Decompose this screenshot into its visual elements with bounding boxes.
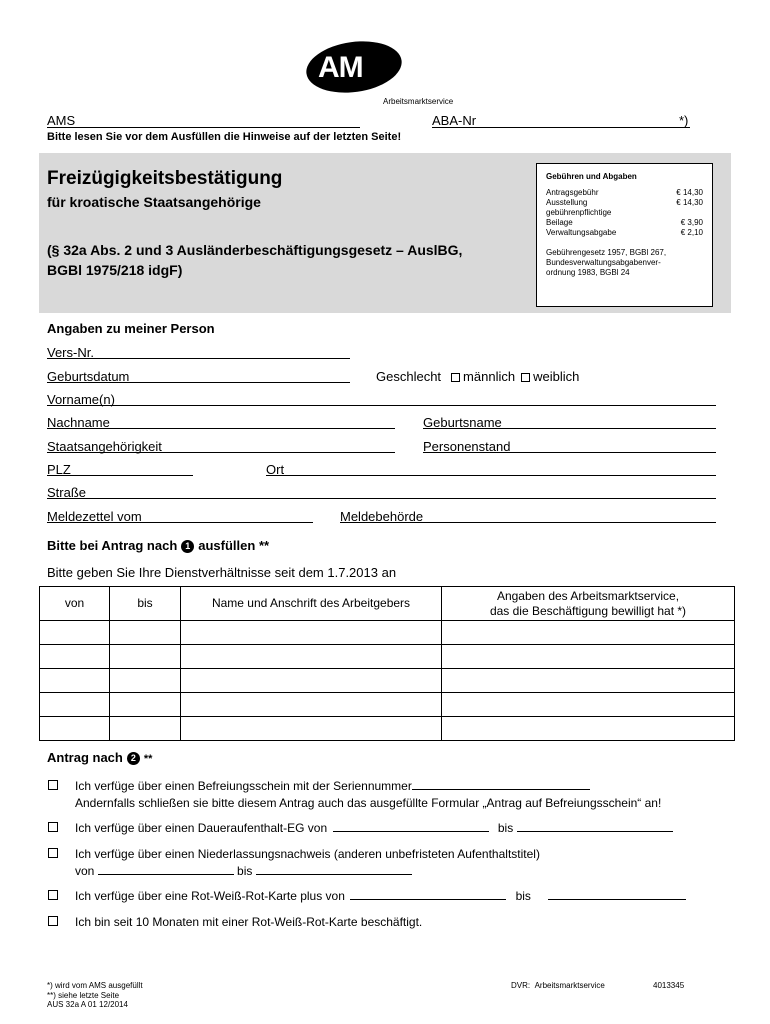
option3-checkbox[interactable] bbox=[48, 848, 58, 858]
fees-note: Gebührengesetz 1957, BGBl 267, Bundesverwaltungsabgabenver- ordnung 1983, BGBl 24 bbox=[546, 248, 667, 277]
option4-checkbox[interactable] bbox=[48, 890, 58, 900]
personal-heading: Angaben zu meiner Person bbox=[47, 321, 215, 336]
table-cell[interactable] bbox=[442, 717, 735, 741]
male-label: männlich bbox=[463, 369, 516, 384]
table-cell[interactable] bbox=[40, 717, 110, 741]
vornamen-label: Vorname(n) bbox=[47, 392, 115, 407]
geburtsdatum-label: Geburtsdatum bbox=[47, 369, 130, 384]
table-row bbox=[40, 717, 735, 741]
law-line-1: (§ 32a Abs. 2 und 3 Ausländerbeschäftigungsgesetz – AuslBG, bbox=[47, 242, 463, 258]
aba-label: ABA-Nr bbox=[432, 113, 477, 128]
form-title: Freizügigkeitsbestätigung bbox=[47, 168, 283, 189]
option2-text: Ich verfüge über einen Daueraufenthalt-EG von bis bbox=[75, 819, 673, 837]
option1-checkbox[interactable] bbox=[48, 780, 58, 790]
option3-text: Ich verfüge über einen Niederlassungsnachweis (anderen unbefristeten Aufenthaltstitel) bbox=[75, 847, 540, 861]
col-bis: bis bbox=[110, 587, 181, 621]
staatsangehoerigkeit-label: Staatsangehörigkeit bbox=[47, 439, 162, 454]
option2-checkbox[interactable] bbox=[48, 822, 58, 832]
table-cell[interactable] bbox=[110, 645, 181, 669]
female-checkbox[interactable] bbox=[521, 373, 530, 382]
option2-to-field[interactable] bbox=[517, 821, 673, 832]
section1-heading: Bitte bei Antrag nach 1 ausfüllen ** bbox=[47, 538, 270, 553]
option5-checkbox[interactable] bbox=[48, 916, 58, 926]
logo-subtitle: Arbeitsmarktservice bbox=[383, 97, 454, 106]
employment-table bbox=[39, 586, 735, 741]
table-cell[interactable] bbox=[110, 717, 181, 741]
ams-field[interactable] bbox=[47, 127, 360, 128]
table-cell[interactable] bbox=[181, 693, 442, 717]
law-reference bbox=[47, 240, 462, 280]
vers-nr-label: Vers-Nr. bbox=[47, 345, 94, 360]
female-label: weiblich bbox=[533, 369, 580, 384]
table-cell[interactable] bbox=[40, 645, 110, 669]
table-cell[interactable] bbox=[40, 669, 110, 693]
geschlecht-label: Geschlecht bbox=[376, 369, 442, 384]
number-2-icon: 2 bbox=[127, 752, 140, 765]
table-cell[interactable] bbox=[110, 693, 181, 717]
law-line-2: BGBl 1975/218 idgF) bbox=[47, 262, 183, 278]
meldebehoerde-field[interactable] bbox=[340, 522, 716, 523]
fee-row: Beilage € 3,90 bbox=[546, 218, 703, 227]
nachname-field[interactable] bbox=[47, 428, 395, 429]
table-cell[interactable] bbox=[181, 717, 442, 741]
table-cell[interactable] bbox=[442, 645, 735, 669]
aba-note: *) bbox=[679, 113, 689, 128]
table-row bbox=[40, 645, 735, 669]
table-row bbox=[40, 669, 735, 693]
col-ams-info: Angaben des Arbeitsmarktservice, das die Beschäftigung bewilligt hat *) bbox=[442, 587, 735, 621]
dvr-number: 4013345 bbox=[653, 981, 685, 990]
personenstand-field[interactable] bbox=[423, 452, 716, 453]
option3-to-field[interactable] bbox=[256, 864, 412, 875]
personenstand-label: Personenstand bbox=[423, 439, 511, 454]
fee-row: Verwaltungsabgabe € 2,10 bbox=[546, 228, 703, 237]
serial-number-field[interactable] bbox=[412, 779, 590, 790]
geburtsdatum-field[interactable] bbox=[47, 382, 350, 383]
option1-text: Ich verfüge über einen Befreiungsschein mit der Seriennummer bbox=[75, 777, 590, 795]
dvr-info: DVR: Arbeitsmarktservice bbox=[511, 981, 605, 990]
fee-row: gebührenpflichtige bbox=[546, 208, 612, 217]
fee-row: Antragsgebühr € 14,30 bbox=[546, 188, 703, 197]
table-cell[interactable] bbox=[181, 645, 442, 669]
instruction: Bitte lesen Sie vor dem Ausfüllen die Hinweise auf der letzten Seite! bbox=[47, 131, 402, 143]
col-employer: Name und Anschrift des Arbeitgebers bbox=[181, 587, 442, 621]
option4-to-field[interactable] bbox=[548, 889, 686, 900]
meldezettel-field[interactable] bbox=[47, 522, 313, 523]
option4-from-field[interactable] bbox=[350, 889, 506, 900]
table-cell[interactable] bbox=[40, 621, 110, 645]
section2-heading: Antrag nach 2 ** bbox=[47, 750, 153, 765]
table-row bbox=[40, 693, 735, 717]
fee-row: Ausstellung € 14,30 bbox=[546, 198, 703, 207]
table-cell[interactable] bbox=[442, 693, 735, 717]
staatsangehoerigkeit-field[interactable] bbox=[47, 452, 395, 453]
ort-label: Ort bbox=[266, 462, 285, 477]
table-cell[interactable] bbox=[442, 669, 735, 693]
option2-from-field[interactable] bbox=[333, 821, 489, 832]
table-cell[interactable] bbox=[181, 621, 442, 645]
ams-logo-text: AMS bbox=[318, 51, 382, 84]
geburtsname-field[interactable] bbox=[423, 428, 716, 429]
meldezettel-label: Meldezettel vom bbox=[47, 509, 142, 524]
table-row bbox=[40, 621, 735, 645]
table-cell[interactable] bbox=[40, 693, 110, 717]
plz-label: PLZ bbox=[47, 462, 71, 477]
table-cell[interactable] bbox=[110, 621, 181, 645]
number-1-icon: 1 bbox=[181, 540, 194, 553]
fees-title: Gebühren und Abgaben bbox=[546, 172, 637, 181]
option4-text: Ich verfüge über eine Rot-Weiß-Rot-Karte plus von bis bbox=[75, 887, 686, 905]
meldebehoerde-label: Meldebehörde bbox=[340, 509, 424, 524]
table-cell[interactable] bbox=[442, 621, 735, 645]
vornamen-field[interactable] bbox=[47, 405, 716, 406]
strasse-label: Straße bbox=[47, 485, 87, 500]
fees-box bbox=[536, 163, 713, 307]
geburtsname-label: Geburtsname bbox=[423, 415, 502, 430]
strasse-field[interactable] bbox=[47, 498, 716, 499]
ort-field[interactable] bbox=[266, 475, 716, 476]
vers-nr-field[interactable] bbox=[47, 358, 350, 359]
footnotes: *) wird vom AMS ausgefüllt **) siehe letzte Seite AUS 32a A 01 12/2014 bbox=[47, 981, 143, 1009]
nachname-label: Nachname bbox=[47, 415, 110, 430]
option1-note: Andernfalls schließen sie bitte diesem Antrag auch das ausgefüllte Formular „Antrag auf Befreiungsschein“ an! bbox=[75, 796, 662, 810]
section1-instruction: Bitte geben Sie Ihre Dienstverhältnisse seit dem 1.7.2013 an bbox=[47, 565, 397, 580]
col-von: von bbox=[40, 587, 110, 621]
table-header-row bbox=[40, 587, 735, 621]
ams-label: AMS bbox=[47, 113, 76, 128]
table-cell[interactable] bbox=[181, 669, 442, 693]
option3-dates: von bis bbox=[75, 862, 412, 880]
table-cell[interactable] bbox=[110, 669, 181, 693]
geschlecht-group bbox=[376, 369, 579, 384]
option5-text: Ich bin seit 10 Monaten mit einer Rot-Weiß-Rot-Karte beschäftigt. bbox=[75, 915, 423, 929]
option3-from-field[interactable] bbox=[98, 864, 234, 875]
aba-field[interactable] bbox=[432, 127, 690, 128]
male-checkbox[interactable] bbox=[451, 373, 460, 382]
form-subtitle: für kroatische Staatsangehörige bbox=[47, 194, 261, 210]
plz-field[interactable] bbox=[47, 475, 193, 476]
